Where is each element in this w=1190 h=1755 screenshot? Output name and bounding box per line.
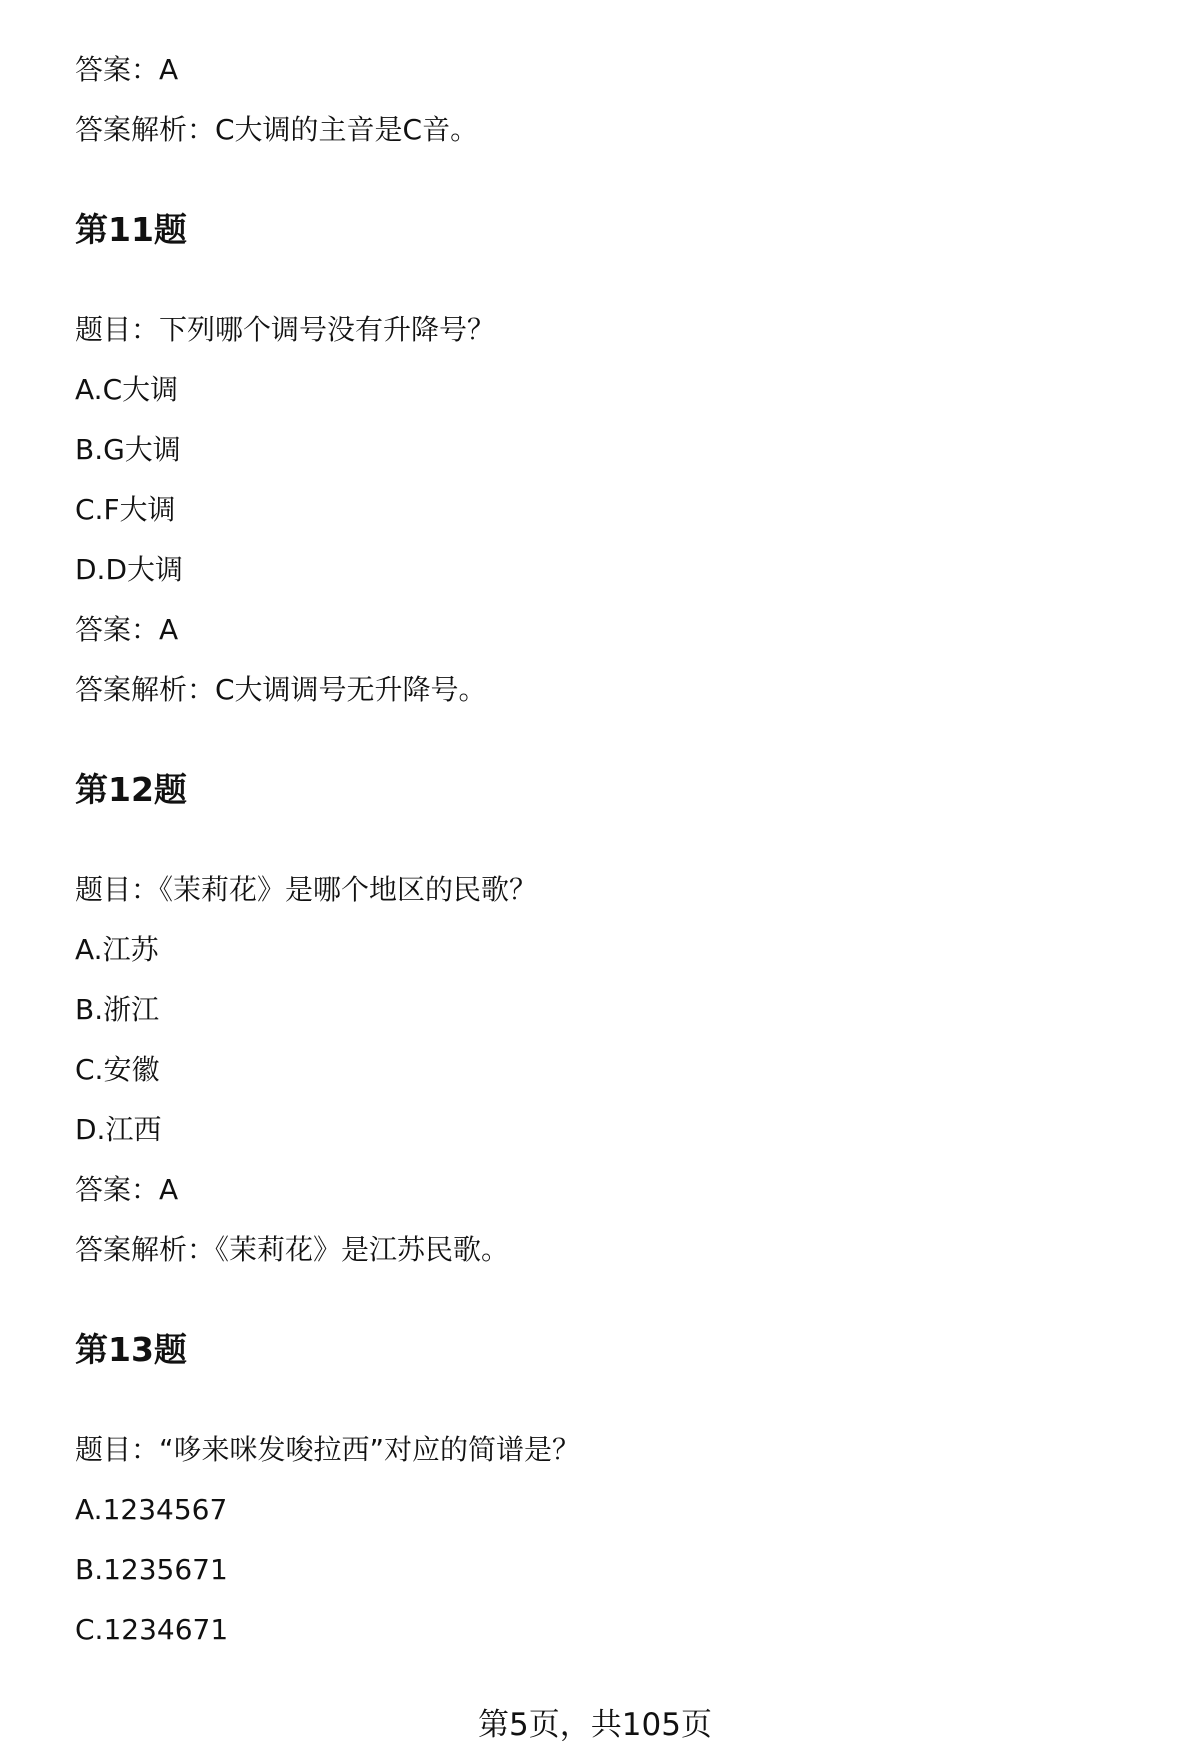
question-prompt: 题目：下列哪个调号没有升降号？ [75,313,496,346]
question-option: A.1234567 [75,1493,228,1526]
answer-line: 答案：A [75,613,179,646]
question-heading: 第11题 [75,210,187,249]
question-heading: 第12题 [75,770,187,809]
question-option: A.C大调 [75,373,179,406]
question-option: C.1234671 [75,1613,229,1646]
question-option: C.F大调 [75,493,176,526]
explanation-line: 答案解析：C大调的主音是C音。 [75,113,479,146]
question-option: A.江苏 [75,933,159,966]
question-option: C.安徽 [75,1053,160,1086]
question-prompt: 题目：“哆来咪发唆拉西”对应的简谱是？ [75,1433,581,1466]
explanation-line: 答案解析：《茉莉花》是江苏民歌。 [75,1233,510,1266]
question-option: D.江西 [75,1113,162,1146]
page-indicator: 第5页，共105页 [478,1707,712,1743]
answer-line: 答案：A [75,1173,179,1206]
question-option: B.G大调 [75,433,181,466]
question-heading: 第13题 [75,1330,187,1369]
answer-line: 答案：A [75,53,179,86]
explanation-line: 答案解析：C大调调号无升降号。 [75,673,487,706]
question-option: B.浙江 [75,993,160,1026]
question-option: D.D大调 [75,553,184,586]
question-option: B.1235671 [75,1553,228,1586]
question-prompt: 题目：《茉莉花》是哪个地区的民歌？ [75,873,538,906]
